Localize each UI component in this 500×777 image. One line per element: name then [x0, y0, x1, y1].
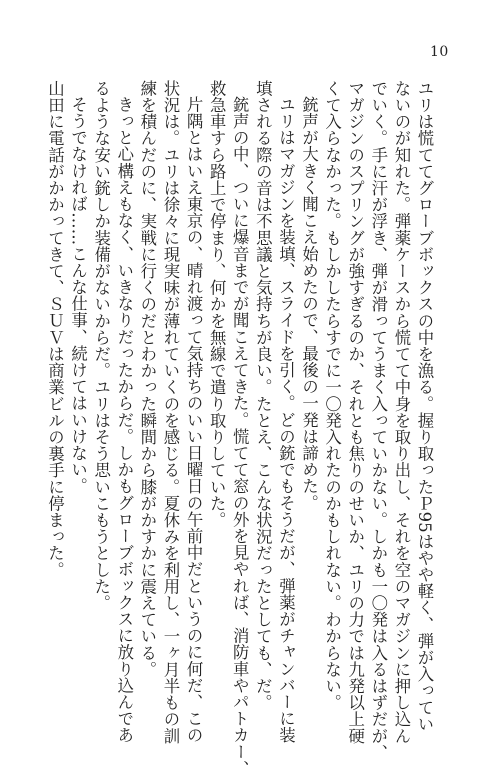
text-line: 練を積んだのに、実戦に行くのだとわかった瞬間から膝がかすかに震えている。 [137, 80, 157, 678]
text-line: マガジンのスプリングが強すぎるのか、それとも焦りのせいか、ユリの力では九発以上硬 [345, 80, 365, 744]
text-line: 填される際の音は不思議と気持ちが良い。たとえ、こんな状況だったとしても、だ。 [253, 80, 273, 711]
page-body-text [43, 80, 436, 777]
text-line: ないのが知れた。弾薬ケースから慌てて中身を取り出し、それを空のマガジンに押し込ん [391, 80, 411, 744]
text-line: 状況は。ユリは徐々に現実味が薄れていくのを感じる。夏休みを利用し、一ヶ月半もの訓 [160, 80, 180, 744]
text-line: 山田に電話がかかってきて、ＳＵＶは商業ビルの裏手に停まった。 [45, 80, 65, 578]
text-line: きっと心構えもなく、いきなりだったからだ。しかもグローブボックスに放り込んであ [114, 96, 134, 744]
text-line: るような安い銃しか装備がないからだ。ユリはそう思いこもうとした。 [91, 80, 111, 612]
text-line: 銃声が大きく聞こえ始めたので、最後の一発は諦めた。 [299, 96, 319, 512]
text-line: ユリはマガジンを装填、スライドを引く。どの銃でもそうだが、弾薬がチャンバーに装 [276, 96, 296, 744]
page-number: 10 [430, 44, 449, 60]
text-line: でいく。手に汗が浮き、弾が滑ってうまく入っていかない。しかも一〇発は入るはずだが、 [368, 80, 388, 761]
text-line: くて入らなかった。もしかしたらすでに一〇発入れたのかもしれない。わからない。 [322, 80, 342, 711]
text-line: そうでなければ……こんな仕事、続けてはいけない。 [68, 96, 88, 495]
text-line: 片隅とはいえ東京の、晴れ渡って気持ちのいい日曜日の午前中だというのに何だ、この [184, 96, 204, 744]
text-line: ユリは慌ててグローブボックスの中を漁る。握り取ったＰ95はやや軽く、弾が入ってい [415, 80, 434, 733]
text-line: 銃声の中、ついに爆音までが聞こえてきた。慌てて窓の外を見やれば、消防車やパトカー、 [230, 96, 250, 777]
text-line: 救急車すら路上で停まり、何かを無線で遣り取りしていた。 [207, 80, 227, 529]
